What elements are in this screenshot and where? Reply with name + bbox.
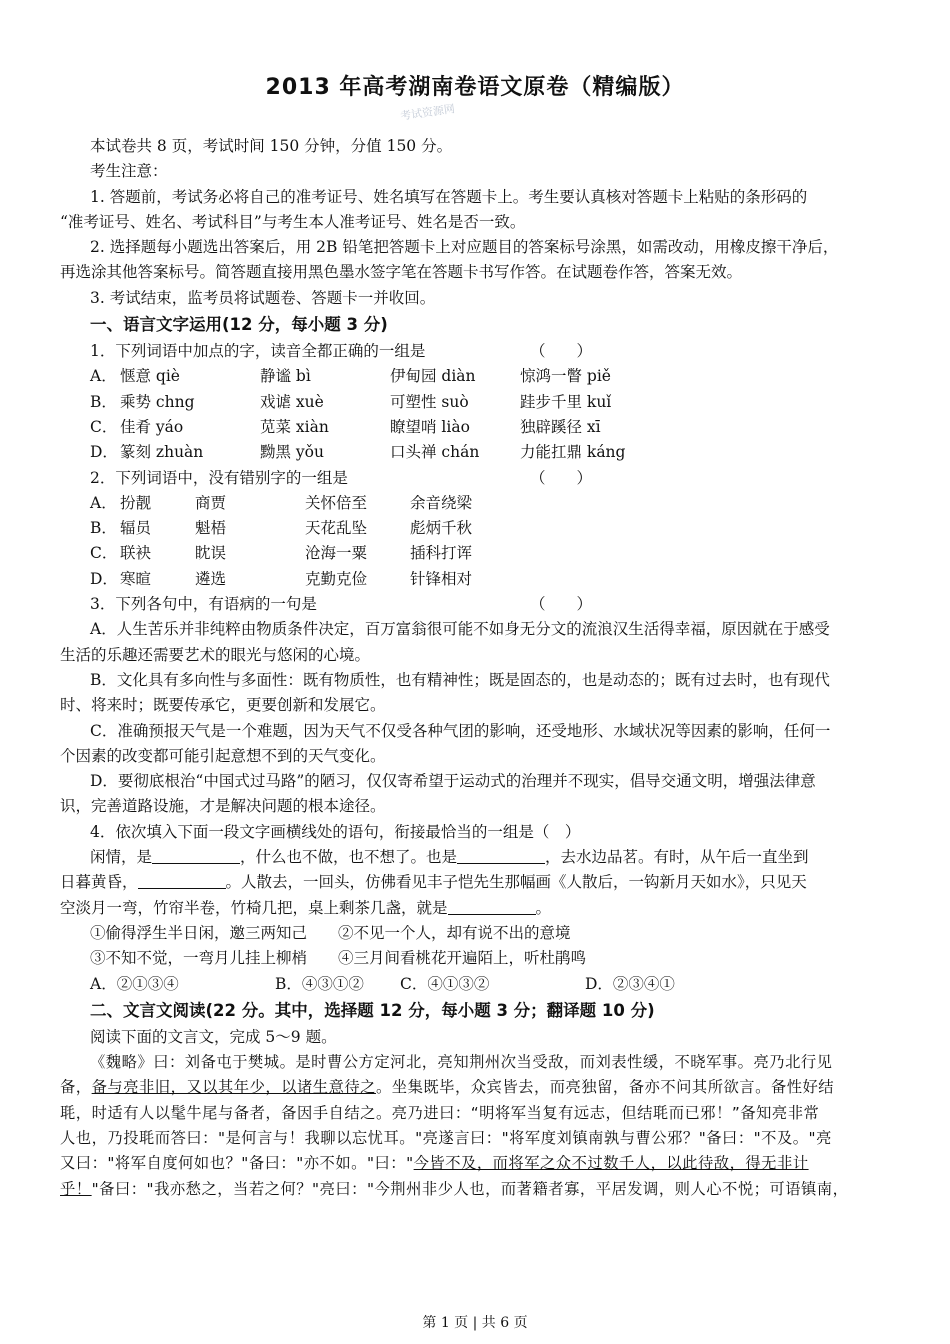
section-instruction: 阅读下面的文言文，完成 5～9 题。 bbox=[90, 1027, 337, 1046]
q3-option-text: 识，完善道路设施，才是解决问题的根本途径。 bbox=[60, 797, 386, 816]
underlined-sentence: 备与亮非旧，又以其年少，以诸生意待之 bbox=[91, 1078, 376, 1097]
section-heading: 一、语言文字运用(12 分，每小题 3 分) bbox=[90, 315, 388, 335]
q4-stem: 4．依次填入下面一段文字画横线处的语句，衔接最恰当的一组是（ ） bbox=[90, 822, 581, 841]
q4-passage-line bbox=[60, 870, 892, 895]
option-item: 黝黑 yǒu bbox=[260, 443, 324, 462]
answer-option: C．④①③② bbox=[400, 974, 490, 993]
intro-line: “准考证号、姓名、考试科目”与考生本人准考证号、姓名是否一致。 bbox=[60, 212, 526, 231]
document-body bbox=[60, 134, 892, 1202]
option-row bbox=[60, 415, 892, 440]
answer-bracket: （ ） bbox=[530, 595, 593, 614]
question-stem bbox=[60, 339, 892, 364]
option-item: 彪炳千秋 bbox=[410, 519, 473, 538]
option-row bbox=[60, 567, 892, 592]
option-item: 寒暄 bbox=[120, 569, 152, 588]
q3-option-text: D．要彻底根治“中国式过马路”的陋习，仅仅寄希望于运动式的治理并不现实，倡导交通文明，增强法律意 bbox=[90, 772, 816, 791]
q3-option-text: 个因素的改变都可能引起意想不到的天气变化。 bbox=[60, 746, 386, 765]
underlined-sentence: 乎！ bbox=[60, 1179, 92, 1198]
classical-text: "备曰："我亦愁之，当若之何？"亮曰："今荆州非少人也，而著籍者寡，平居发调，则人心不悦；可语镇南， bbox=[91, 1179, 849, 1198]
underlined-sentence: 今皆不及，而将军之众不过数千人，以此待敌，得无非计 bbox=[413, 1154, 809, 1173]
option-item: 跬步千里 kuǐ bbox=[520, 392, 612, 411]
q2-stem: 2．下列词语中，没有错别字的一组是 bbox=[90, 468, 348, 487]
option-row bbox=[60, 491, 892, 516]
q1-stem: 1．下列词语中加点的字，读音全都正确的一组是 bbox=[90, 342, 426, 361]
section-heading: 二、文言文阅读(22 分。其中，选择题 12 分，每小题 3 分；翻译题 10 分) bbox=[90, 1000, 655, 1020]
option-item: 篆刻 zhuàn bbox=[120, 443, 204, 462]
option-item: 魁梧 bbox=[195, 519, 227, 538]
option-label: D． bbox=[90, 443, 118, 462]
answer-option: D．②③④① bbox=[585, 974, 675, 993]
option-item: 瞭望哨 liào bbox=[390, 417, 470, 436]
answer-bracket: （ ） bbox=[530, 342, 593, 361]
passage-text: ，什么也不做，也不想了。也是 bbox=[240, 848, 458, 867]
option-row bbox=[60, 364, 892, 389]
option-label: B． bbox=[90, 392, 117, 411]
passage-text: 。人散去，一回头，仿佛看见丰子恺先生那幅画《人散后，一钩新月天如水》，只见天 bbox=[225, 873, 807, 892]
option-item: 戏谑 xuè bbox=[260, 392, 324, 411]
option-item: 独辟蹊径 xī bbox=[520, 417, 601, 436]
option-item: 商贾 bbox=[195, 493, 227, 512]
option-item: 惬意 qiè bbox=[120, 367, 180, 386]
option-label: A． bbox=[90, 367, 117, 386]
classical-text: 备， bbox=[60, 1078, 92, 1097]
q4-passage-line bbox=[60, 845, 892, 870]
passage-text: ，去水边品茗。有时，从午后一直坐到 bbox=[545, 848, 809, 867]
option-label: D． bbox=[90, 569, 118, 588]
option-item: 惊鸿一瞥 piě bbox=[520, 367, 611, 386]
option-item: 伊甸园 diàn bbox=[390, 367, 476, 386]
q3-option-text: 生活的乐趣还需要艺术的眼光与悠闲的心境。 bbox=[60, 645, 371, 664]
answer-option: B．④③①② bbox=[275, 974, 364, 993]
page-footer: 第 1 页 | 共 6 页 bbox=[422, 1315, 528, 1331]
option-label: C． bbox=[90, 417, 118, 436]
option-item: 佳肴 yáo bbox=[120, 417, 184, 436]
option-item: 扮靓 bbox=[120, 493, 152, 512]
option-item: 克勤克俭 bbox=[305, 569, 368, 588]
q3-option-text: 时、将来时；既要传承它，更要创新和发展它。 bbox=[60, 696, 386, 715]
q4-answer-options bbox=[60, 972, 892, 997]
option-row bbox=[60, 390, 892, 415]
classical-text-line: 人也，乃投毦而答曰："是何言与！我聊以忘忧耳。"亮遂言曰："将军度刘镇南孰与曹公邪？"备曰："不及。"亮 bbox=[60, 1128, 832, 1147]
option-item: 沧海一粟 bbox=[305, 544, 368, 563]
q3-option-text: C．准确预报天气是一个难题，因为天气不仅受各种气团的影响，还受地形、水域状况等因素的影响，任何一 bbox=[90, 721, 831, 740]
classical-text-line: 毦，时适有人以髦牛尾与备者，备因手自结之。亮乃进曰：“明将军当复有远志，但结毦而已邪！”备知亮非常 bbox=[60, 1103, 820, 1122]
option-row bbox=[60, 440, 892, 465]
option-item: 静谧 bì bbox=[260, 367, 311, 386]
intro-line: 2. 选择题每小题选出答案后，用 2B 铅笔把答题卡上对应题目的答案标号涂黑，如需改动，用橡皮擦干净后， bbox=[90, 238, 839, 257]
watermark-logo: 考试资源网 bbox=[399, 102, 456, 123]
option-item: 辐员 bbox=[120, 519, 152, 538]
q3-stem: 3．下列各句中，有语病的一句是 bbox=[90, 595, 317, 614]
option-item: 天花乱坠 bbox=[305, 519, 368, 538]
option-item: 力能扛鼎 káng bbox=[520, 443, 626, 462]
answer-bracket: （ ） bbox=[530, 468, 593, 487]
answer-option: A．②①③④ bbox=[90, 974, 179, 993]
classical-text: 又曰："将军自度何如也？"备曰："亦不如。"曰：" bbox=[60, 1154, 414, 1173]
q3-option-text: B．文化具有多向性与多面性：既有物质性，也有精神性；既是固态的，也是动态的；既有过去时，也有现代 bbox=[90, 670, 830, 689]
option-item: 口头禅 chán bbox=[390, 443, 480, 462]
option-item: 可塑性 suò bbox=[390, 392, 469, 411]
classical-text-line: 《魏略》曰：刘备屯于樊城。是时曹公方定河北，亮知荆州次当受敌，而刘表性缓，不晓军事。亮乃北行见 bbox=[90, 1053, 833, 1072]
classical-text-line bbox=[60, 1151, 892, 1176]
question-stem bbox=[60, 466, 892, 491]
option-label: B． bbox=[90, 519, 117, 538]
q4-passage-line bbox=[60, 896, 892, 921]
passage-text: 日暮黄昏， bbox=[60, 873, 138, 892]
fill-blank bbox=[138, 871, 226, 889]
passage-text: 。 bbox=[535, 898, 552, 917]
passage-text: 空淡月一弯，竹帘半卷，竹椅几把，桌上剩茶几盏，就是 bbox=[60, 898, 448, 917]
intro-line: 再选涂其他答案标号。简答题直接用黑色墨水签字笔在答题卡书写作答。在试题卷作答，答案无效。 bbox=[60, 263, 743, 282]
classical-text-line bbox=[60, 1177, 892, 1202]
option-item: 苋菜 xiàn bbox=[260, 417, 329, 436]
option-item: 关怀倍至 bbox=[305, 493, 368, 512]
fill-blank bbox=[152, 846, 240, 864]
intro-line: 1. 答题前，考试务必将自己的准考证号、姓名填写在答题卡上。考生要认真核对答题卡上粘贴的条形码的 bbox=[90, 187, 808, 206]
q3-option-text: A．人生苦乐并非纯粹由物质条件决定，百万富翁很可能不如身无分文的流浪汉生活得幸福，原因就在于感受 bbox=[90, 620, 830, 639]
classical-text-line bbox=[60, 1075, 892, 1100]
option-item: 插科打诨 bbox=[410, 544, 473, 563]
fill-blank bbox=[448, 897, 536, 915]
option-item: 遴选 bbox=[195, 569, 227, 588]
option-label: C． bbox=[90, 544, 118, 563]
option-row bbox=[60, 516, 892, 541]
option-item: 针锋相对 bbox=[410, 569, 473, 588]
intro-line: 3. 考试结束，监考员将试题卷、答题卡一并收回。 bbox=[90, 288, 436, 307]
q4-choices: ①偷得浮生半日闲，邀三两知己 ②不见一个人，却有说不出的意境 bbox=[90, 923, 571, 942]
intro-line: 本试卷共 8 页，考试时间 150 分钟，分值 150 分。 bbox=[90, 137, 453, 155]
classical-text: 。坐集既毕，众宾皆去，而亮独留，备亦不问其所欲言。备性好结 bbox=[375, 1078, 835, 1097]
option-item: 乘势 chng bbox=[120, 392, 195, 411]
option-row bbox=[60, 541, 892, 566]
passage-text: 闲情，是 bbox=[90, 848, 153, 867]
option-label: A． bbox=[90, 493, 117, 512]
page-title: 2013 年高考湖南卷语文原卷（精编版） bbox=[265, 75, 685, 100]
option-item: 联袂 bbox=[120, 544, 152, 563]
q4-choices: ③不知不觉，一弯月儿挂上柳梢 ④三月间看桃花开遍陌上，听杜鹃鸣 bbox=[90, 949, 587, 968]
intro-line: 考生注意： bbox=[90, 162, 168, 181]
option-item: 眈误 bbox=[195, 544, 227, 563]
question-stem bbox=[60, 592, 892, 617]
option-item: 余音绕梁 bbox=[410, 493, 473, 512]
fill-blank bbox=[457, 846, 545, 864]
